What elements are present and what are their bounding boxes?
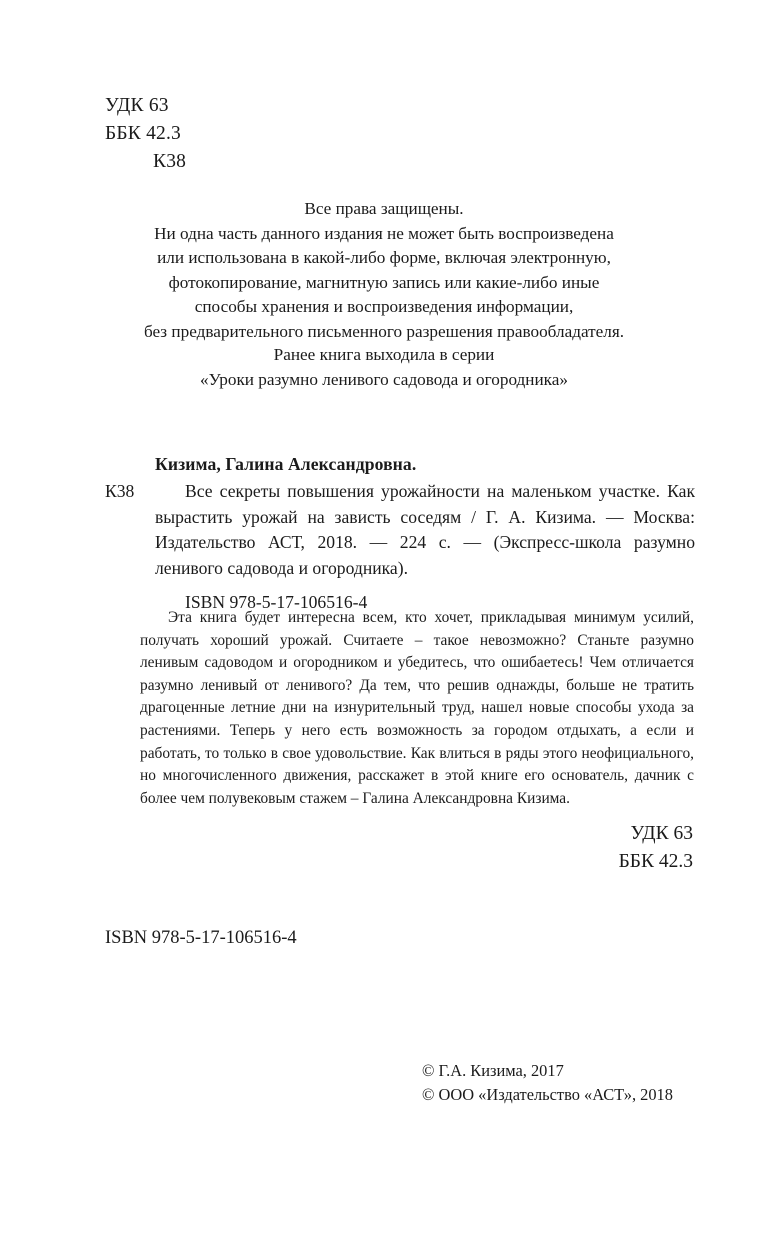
biblio-author: Кизима, Галина Александровна.: [155, 454, 417, 474]
biblio-isbn: ISBN 978-5-17-106516-4: [185, 591, 368, 612]
annotation-text: Эта книга будет интересна всем, кто хочет, прикладывая минимум усилий, получать хороший урожай. Считаете – такое невозможно? Станьте разумно ленивым садоводом и огородником и убедитесь, что ошибаетесь! Чем отличается разумно ленивый от ленивого? Да тем, что решив однажды, больше не тратить драгоценные летние дни на изнурительный труд, нашел новые способы ухода за растениями. Теперь у него есть возможность за городом отдыхать, а если и работать, то только в свое удовольствие. Как влиться в ряды этого неофициального, но многочисленного движения, расскажет в этой книге его основатель, дачник с более чем полувековым стажем – Галина Александровна Кизима.: [140, 609, 694, 807]
rights-line: фотокопирование, магнитную запись или какие-либо иные: [168, 272, 600, 292]
series-note: [64, 343, 704, 392]
classification-repeat-block: [619, 820, 693, 876]
rights-line: способы хранения и воспроизведения информации,: [194, 297, 574, 317]
bbk-repeat-line: ББК 42.3: [618, 851, 693, 872]
udk-repeat-line: УДК 63: [630, 823, 693, 844]
rights-line: Ни одна часть данного издания не может быть воспроизведена: [154, 223, 614, 243]
biblio-author-sign: К38: [105, 480, 135, 501]
isbn-bottom: ISBN 978-5-17-106516-4: [105, 928, 297, 948]
rights-line: без предварительного письменного разрешения правообладателя.: [143, 321, 625, 341]
biblio-description: Все секреты повышения урожайности на маленьком участке. Как вырастить урожай на зависть соседям / Г. А. Кизима. — Москва: Издательство АСТ, 2018. — 224 с. — (Экспресс-школа разумно ленивого садовода и огородника).: [155, 480, 695, 579]
copyright-line-publisher: © ООО «Издательство «АСТ», 2018: [422, 1084, 673, 1104]
copyright-block: [422, 1059, 673, 1106]
rights-line: или использована в какой-либо форме, включая электронную,: [157, 248, 611, 268]
series-note-line: Ранее книга выходила в серии: [273, 345, 495, 364]
bibliographic-record: [105, 452, 695, 616]
series-note-line: «Уроки разумно ленивого садовода и огородника»: [200, 369, 568, 389]
copyright-line-author: © Г.А. Кизима, 2017: [422, 1061, 564, 1080]
author-sign-line: [105, 148, 186, 176]
rights-line: Все права защищены.: [304, 199, 464, 218]
biblio-body: [105, 479, 695, 582]
classification-block: [105, 92, 186, 176]
rights-notice: [64, 197, 704, 345]
udk-line: УДК 63: [105, 95, 169, 116]
bbk-line: ББК 42.3: [105, 123, 182, 144]
author-sign-value: К38: [153, 151, 187, 172]
